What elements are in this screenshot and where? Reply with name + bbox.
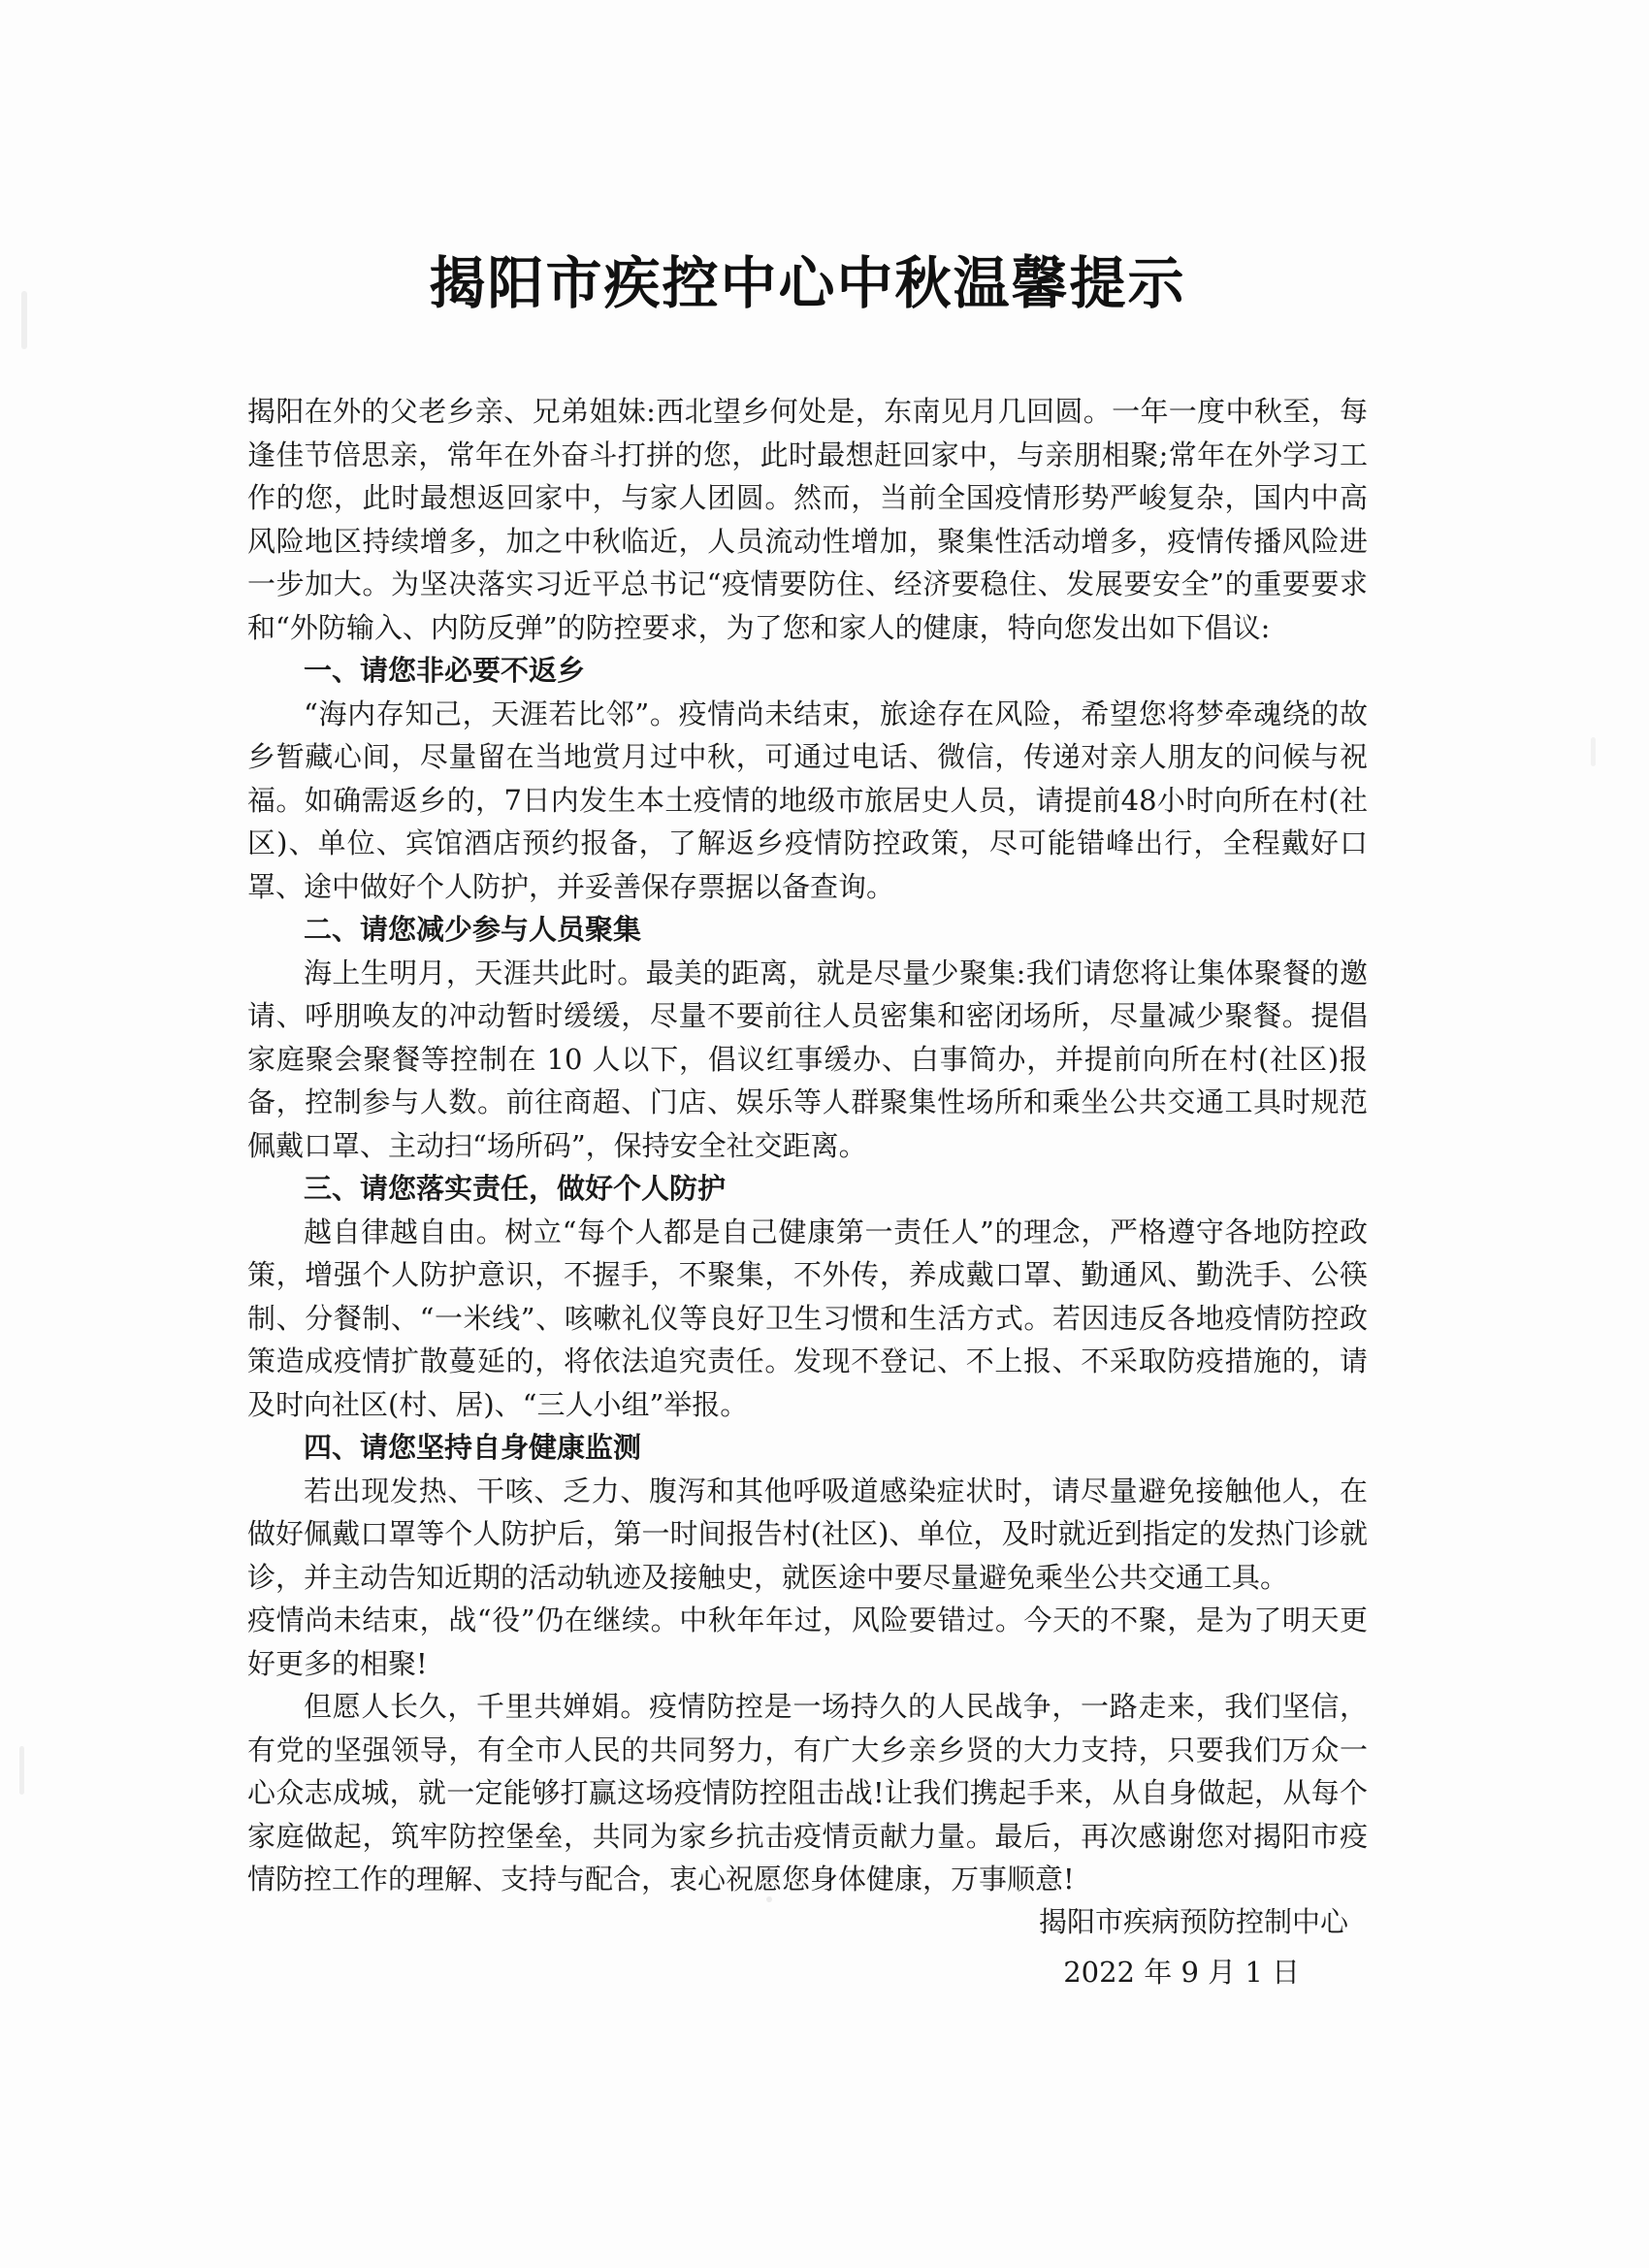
intro-paragraph: 揭阳在外的父老乡亲、兄弟姐妹:西北望乡何处是，东南见月几回圆。一年一度中秋至，每逢佳节倍思亲，常年在外奋斗打拼的您，此时最想赶回家中，与亲朋相聚;常年在外学习工作的您，此时最想返回家中，与家人团圆。然而，当前全国疫情形势严峻复杂，国内中高风险地区持续增多，加之中秋临近，人员流动性增加，聚集性活动增多，疫情传播风险进一步加大。为坚决落实习近平总书记“疫情要防住、经济要稳住、发展要安全”的重要要求和“外防输入、内防反弹”的防控要求，为了您和家人的健康，特向您发出如下倡议: [247, 395, 1368, 644]
scan-speck [21, 291, 27, 349]
document-title: 揭阳市疾控中心中秋温馨提示 [429, 250, 1186, 316]
section-heading-3: 三、请您落实责任，做好个人防护 [304, 1172, 727, 1205]
scan-speck [766, 1896, 772, 1902]
scan-speck [1591, 737, 1596, 766]
section-paragraph-4: 若出现发热、干咳、乏力、腹泻和其他呼吸道感染症状时，请尽量避免接触他人，在做好佩戴口罩等个人防护后，第一时间报告村(社区)、单位，及时就近到指定的发热门诊就诊，并主动告知近期的活动轨迹及接触史，就医途中要尽量避免乘坐公共交通工具。 [247, 1474, 1368, 1594]
section-heading-2: 二、请您减少参与人员聚集 [304, 913, 642, 946]
closing-paragraph-2: 但愿人长久，千里共婵娟。疫情防控是一场持久的人民战争，一路走来，我们坚信，有党的坚强领导，有全市人民的共同努力，有广大乡亲乡贤的大力支持，只要我们万众一心众志成城，就一定能够打赢这场疫情防控阻击战!让我们携起手来，从自身做起，从每个家庭做起，筑牢防控堡垒，共同为家乡抗击疫情贡献力量。最后，再次感谢您对揭阳市疫情防控工作的理解、支持与配合，衷心祝愿您身体健康，万事顺意! [247, 1690, 1368, 1895]
signature-organization: 揭阳市疾病预防控制中心 [1038, 1905, 1348, 1938]
document-body [247, 390, 1368, 1901]
section-heading-4: 四、请您坚持自身健康监测 [304, 1431, 642, 1464]
scan-speck [19, 1746, 24, 1795]
signature-date: 2022 年 9 月 1 日 [1063, 1956, 1300, 1989]
section-paragraph-2: 海上生明月，天涯共此时。最美的距离，就是尽量少聚集:我们请您将让集体聚餐的邀请、呼朋唤友的冲动暂时缓缓，尽量不要前往人员密集和密闭场所，尽量减少聚餐。提倡家庭聚会聚餐等控制在 10 人以下，倡议红事缓办、白事简办，并提前向所在村(社区)报备，控制参与人数。前往商超、门店、娱乐等人群聚集性场所和乘坐公共交通工具时规范佩戴口罩、主动扫“场所码”，保持安全社交距离。 [247, 956, 1368, 1162]
closing-paragraph-1: 疫情尚未结束，战“役”仍在继续。中秋年年过，风险要错过。今天的不聚，是为了明天更好更多的相聚! [247, 1604, 1368, 1680]
section-paragraph-3: 越自律越自由。树立“每个人都是自己健康第一责任人”的理念，严格遵守各地防控政策，增强个人防护意识，不握手，不聚集，不外传，养成戴口罩、勤通风、勤洗手、公筷制、分餐制、“一米线”、咳嗽礼仪等良好卫生习惯和生活方式。若因违反各地疫情防控政策造成疫情扩散蔓延的，将依法追究责任。发现不登记、不上报、不采取防疫措施的，请及时向社区(村、居)、“三人小组”举报。 [247, 1215, 1368, 1421]
section-paragraph-1: “海内存知己，天涯若比邻”。疫情尚未结束，旅途存在风险，希望您将梦牵魂绕的故乡暂藏心间，尽量留在当地赏月过中秋，可通过电话、微信，传递对亲人朋友的问候与祝福。如确需返乡的，7日内发生本土疫情的地级市旅居史人员，请提前48小时向所在村(社区)、单位、宾馆酒店预约报备，了解返乡疫情防控政策，尽可能错峰出行，全程戴好口罩、途中做好个人防护，并妥善保存票据以备查询。 [247, 697, 1368, 903]
document-content [247, 0, 1368, 1901]
signature-block [247, 1896, 1368, 1997]
section-heading-1: 一、请您非必要不返乡 [304, 654, 586, 687]
